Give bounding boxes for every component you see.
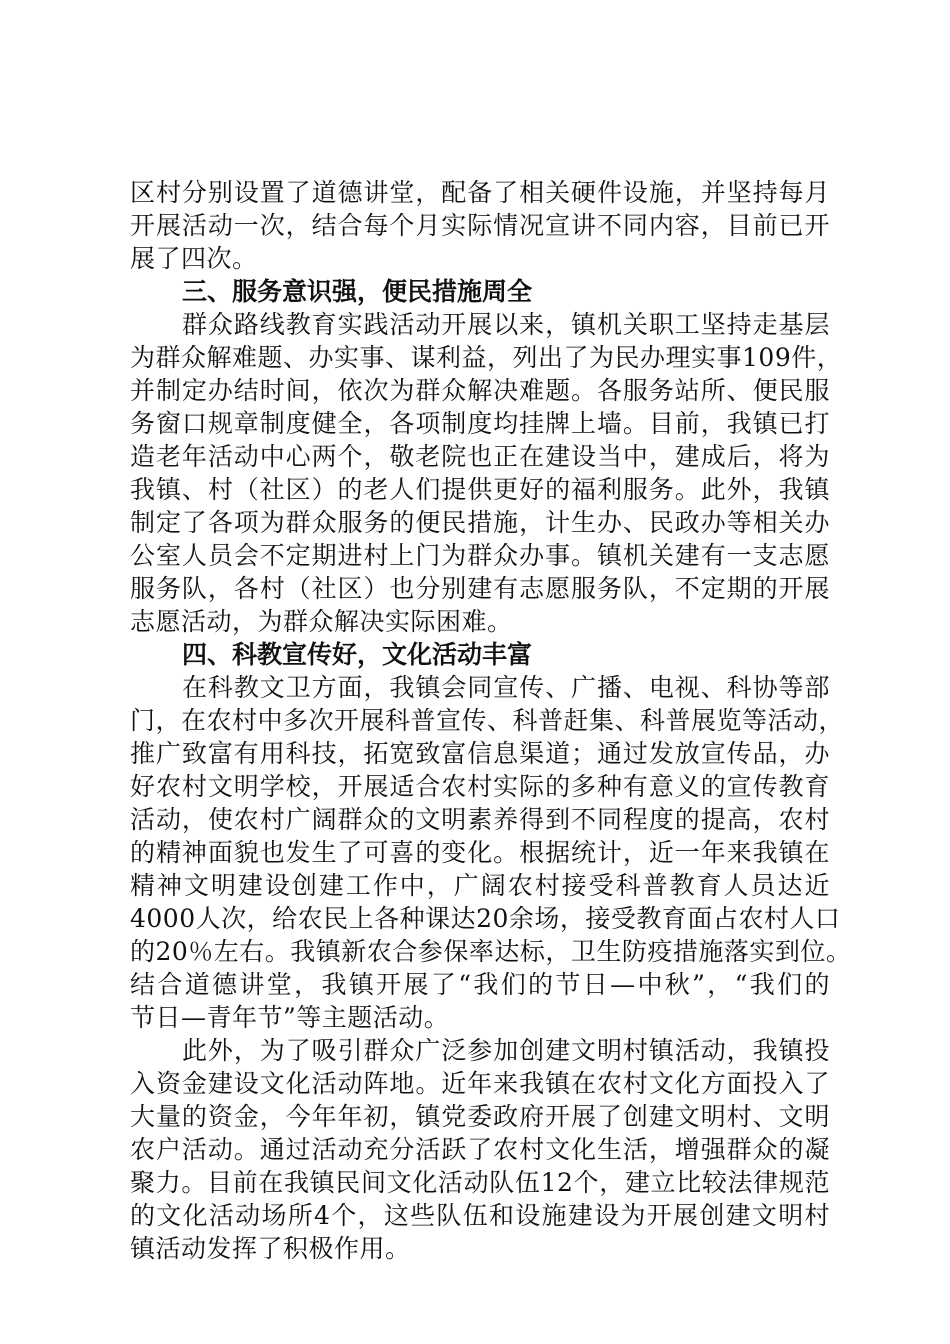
section-heading-4: 四、科教宣传好，文化活动丰富 — [182, 640, 533, 669]
paragraph-science-education — [130, 671, 852, 1034]
text-line: 的文化活动场所4个，这些队伍和设施建设为开展创建文明村 — [130, 1201, 830, 1230]
paragraph-culture-investment — [130, 1034, 830, 1265]
text-line: 活动，使农村广阔群众的文明素养得到不同程度的提高，农村 — [130, 805, 830, 834]
text-line: 展了四次。 — [130, 244, 258, 273]
text-line: 门，在农村中多次开展科普宣传、科普赶集、科普展览等活动， — [130, 706, 845, 735]
paragraph-continuation — [130, 176, 830, 275]
text-line: 群众路线教育实践活动开展以来，镇机关职工坚持走基层 — [182, 310, 830, 339]
text-line: 我镇、村（社区）的老人们提供更好的福利服务。此外，我镇 — [130, 475, 830, 504]
document-page — [130, 176, 852, 1265]
text-line: 服务队，各村（社区）也分别建有志愿服务队，不定期的开展 — [130, 574, 830, 603]
text-line: 的20％左右。我镇新农合参保率达标，卫生防疫措施落实到位。 — [130, 937, 852, 966]
text-line: 聚力。目前在我镇民间文化活动队伍12个，建立比较法律规范 — [130, 1168, 830, 1197]
text-line: 精神文明建设创建工作中，广阔农村接受科普教育人员达近 — [130, 871, 830, 900]
text-line: 开展活动一次，结合每个月实际情况宣讲不同内容，目前已开 — [130, 211, 830, 240]
text-line: 的精神面貌也发生了可喜的变化。根据统计，近一年来我镇在 — [130, 838, 830, 867]
text-line: 区村分别设置了道德讲堂，配备了相关硬件设施，并坚持每月 — [130, 178, 830, 207]
text-line: 此外，为了吸引群众广泛参加创建文明村镇活动，我镇投 — [182, 1036, 830, 1065]
text-line: 造老年活动中心两个，敬老院也正在建设当中，建成后，将为 — [130, 442, 830, 471]
text-line: 入资金建设文化活动阵地。近年来我镇在农村文化方面投入了 — [130, 1069, 830, 1098]
text-line: 在科教文卫方面，我镇会同宣传、广播、电视、科协等部 — [182, 673, 830, 702]
text-line: 制定了各项为群众服务的便民措施，计生办、民政办等相关办 — [130, 508, 830, 537]
text-line: 志愿活动，为群众解决实际困难。 — [130, 607, 513, 636]
text-line: 为群众解难题、办实事、谋利益，列出了为民办理实事109件， — [130, 343, 843, 372]
text-line: 农户活动。通过活动充分活跃了农村文化生活，增强群众的凝 — [130, 1135, 830, 1164]
text-line: 节日—青年节”等主题活动。 — [130, 1003, 450, 1032]
text-line: 并制定办结时间，依次为群众解决难题。各服务站所、便民服 — [130, 376, 830, 405]
text-line: 推广致富有用科技，拓宽致富信息渠道；通过发放宣传品，办 — [130, 739, 830, 768]
text-line: 好农村文明学校，开展适合农村实际的多种有意义的宣传教育 — [130, 772, 830, 801]
section-heading-3: 三、服务意识强，便民措施周全 — [182, 277, 533, 306]
text-line: 结合道德讲堂，我镇开展了“我们的节日—中秋”，“我们的 — [130, 970, 830, 999]
text-line: 镇活动发挥了积极作用。 — [130, 1234, 411, 1263]
paragraph-service — [130, 308, 843, 638]
text-line: 大量的资金，今年年初，镇党委政府开展了创建文明村、文明 — [130, 1102, 830, 1131]
text-line: 公室人员会不定期进村上门为群众办事。镇机关建有一支志愿 — [130, 541, 830, 570]
text-line: 务窗口规章制度健全，各项制度均挂牌上墙。目前，我镇已打 — [130, 409, 830, 438]
text-line: 4000人次，给农民上各种课达20余场，接受教育面占农村人口 — [130, 904, 841, 933]
